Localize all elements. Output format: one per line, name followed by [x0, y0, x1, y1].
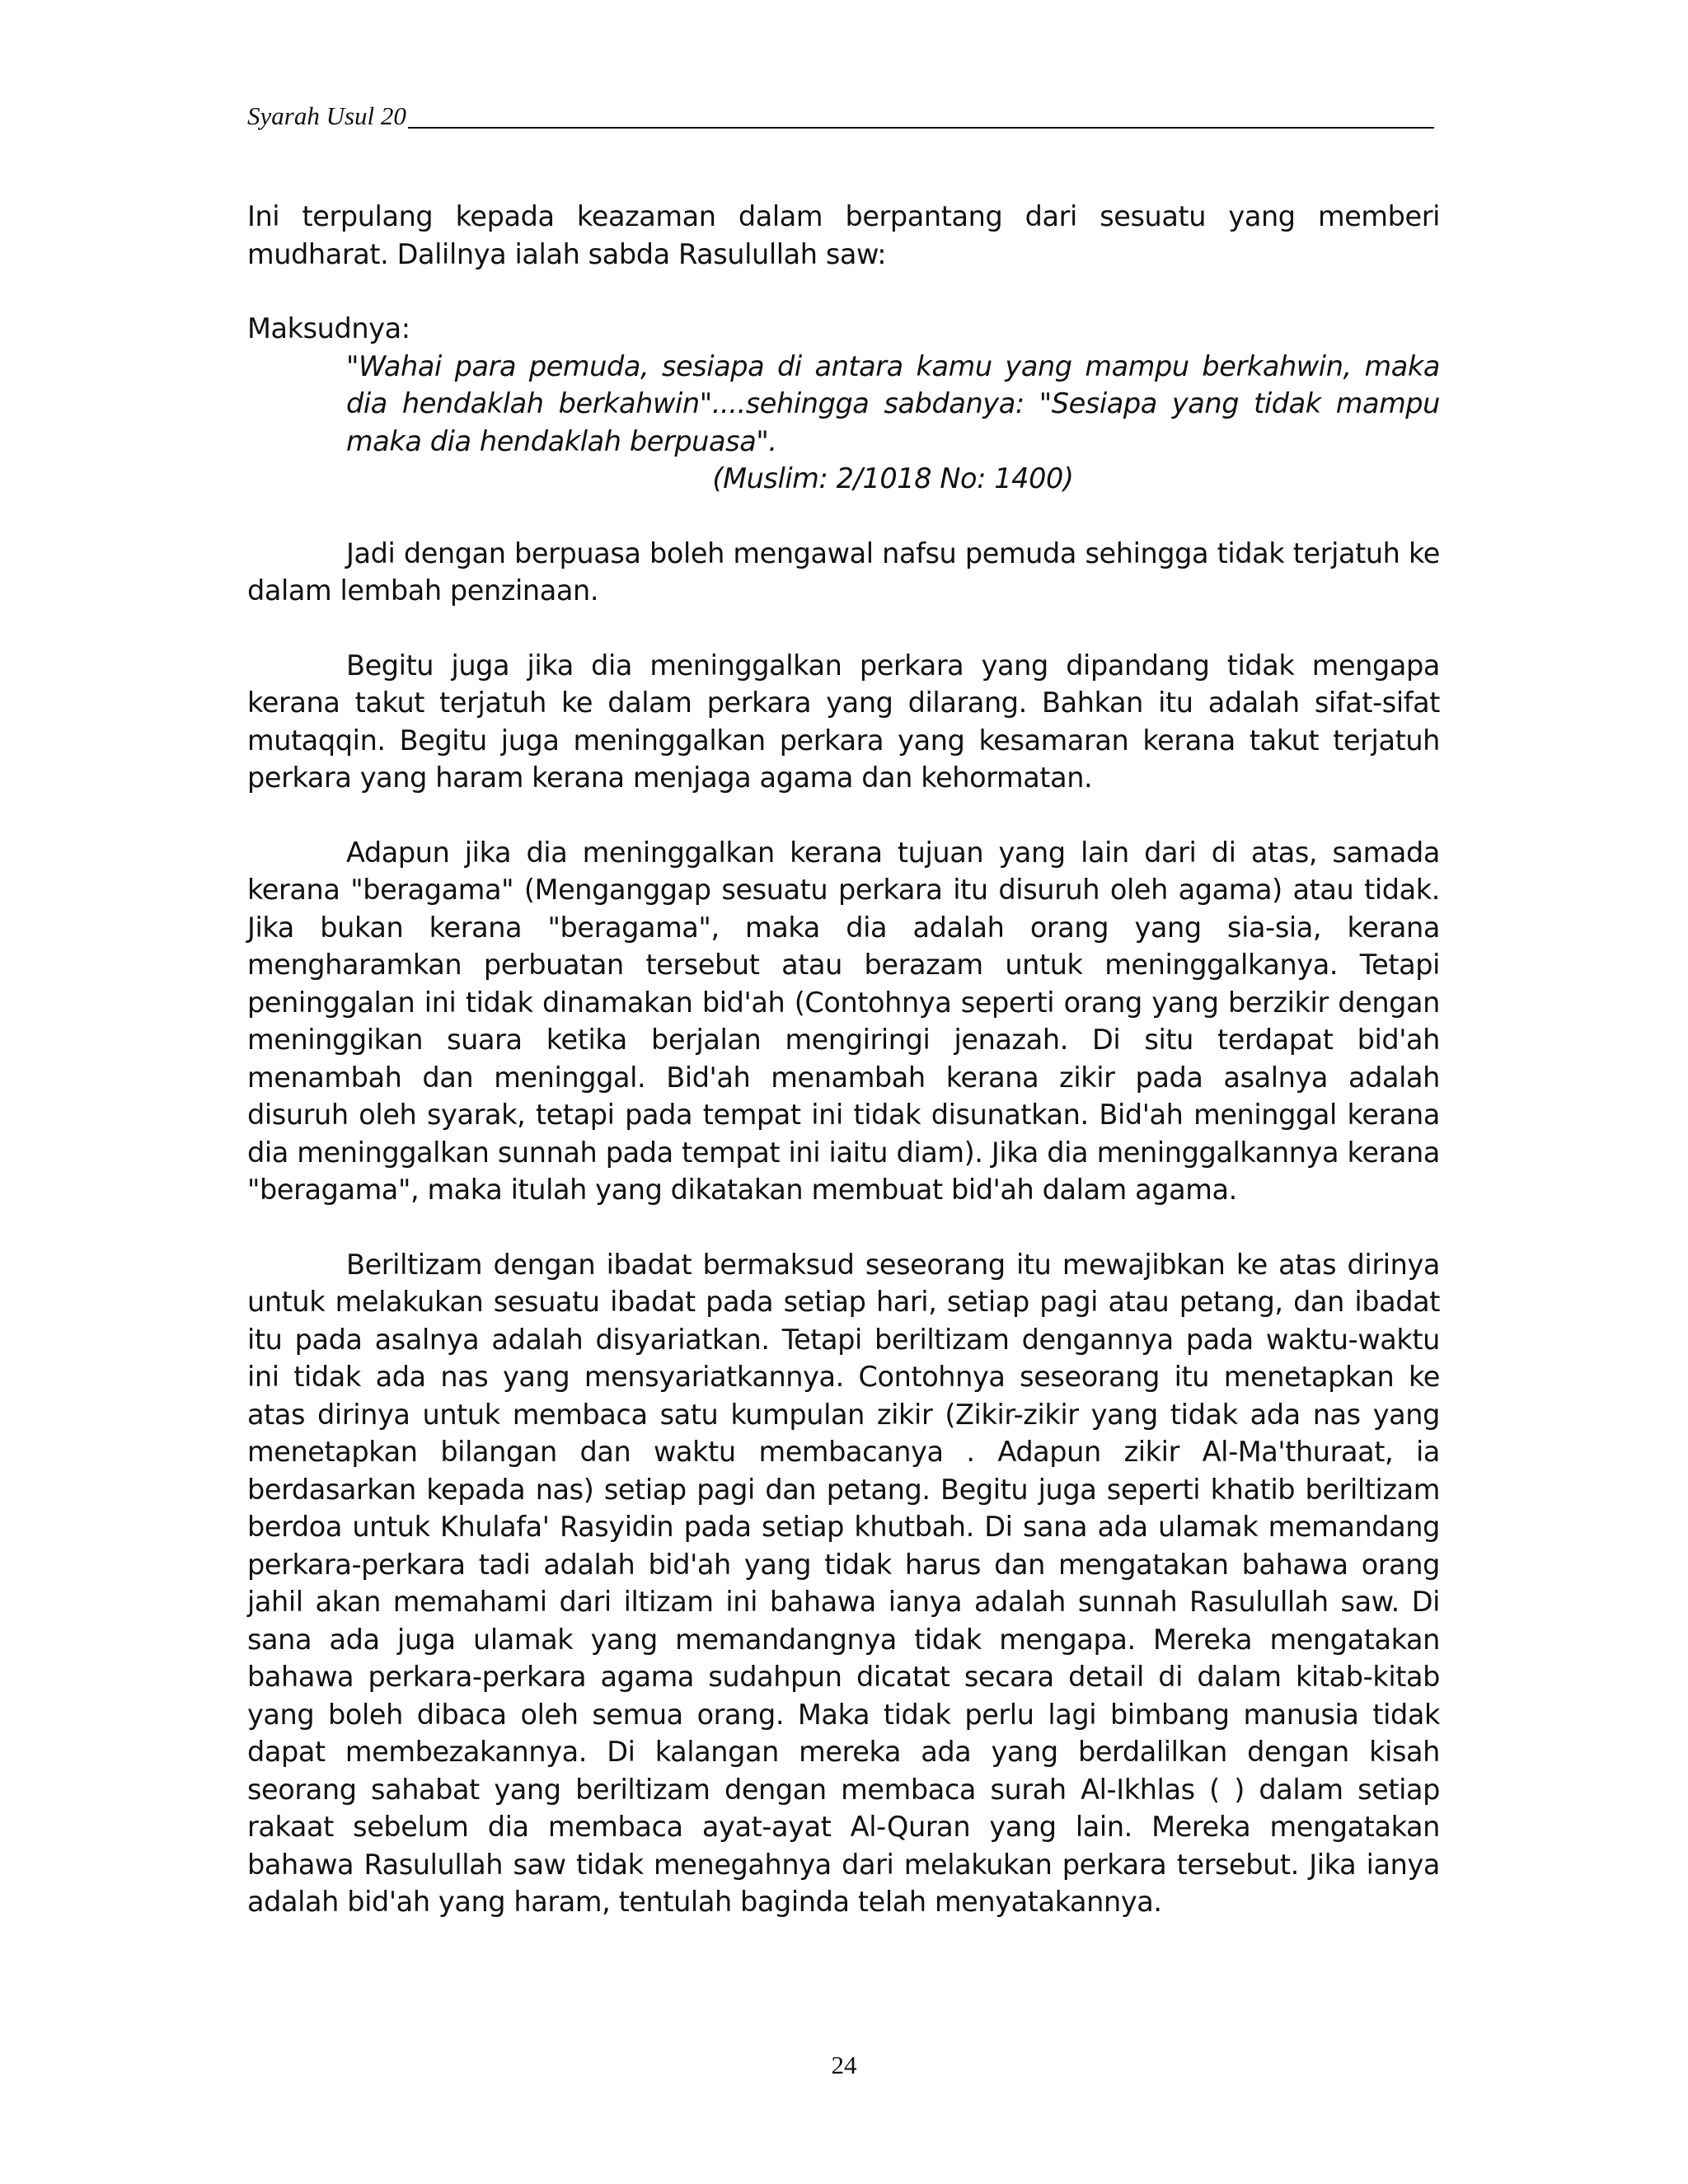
- running-header: [247, 97, 1434, 135]
- spacer: [247, 498, 1440, 535]
- running-title: Syarah Usul 20: [247, 101, 406, 130]
- paragraph-3: Begitu juga jika dia meninggalkan perkara yang dipandang tidak mengapa kerana takut terjatuh ke dalam perkara yang dilarang. Bahkan itu adalah sifat-sifat mutaqqin. Begitu juga meninggalkan perkara yang kesamaran kerana takut terjatuh perkara yang haram kerana menjaga agama dan kehormatan.: [247, 649, 1440, 794]
- spacer: [247, 273, 1440, 310]
- hadith-citation: (Muslim: 2/1018 No: 1400): [712, 462, 1074, 494]
- header-rule: [408, 127, 1434, 129]
- hadith-quote: "Wahai para pemuda, sesiapa di antara kamu yang mampu berkahwin, maka dia hendaklah berkahwin"....sehingga sabdanya: "Sesiapa yang tidak mampu maka dia hendaklah berpuasa".: [346, 349, 1440, 457]
- paragraph-2: Jadi dengan berpuasa boleh mengawal nafsu pemuda sehingga tidak terjatuh ke dalam lembah penzinaan.: [247, 537, 1440, 607]
- body-text: [247, 198, 1440, 1921]
- page-number: 24: [831, 2050, 857, 2079]
- paragraph-4: Adapun jika dia meninggalkan kerana tujuan yang lain dari di atas, samada kerana "beragama" (Menganggap sesuatu perkara itu disuruh oleh agama) atau tidak. Jika bukan kerana "beragama", maka dia adalah orang yang sia-sia, kerana mengharamkan perbuatan tersebut atau berazam untuk meninggalkanya. Tetapi peninggalan ini tidak dinamakan bid'ah (Contohnya seperti orang yang berzikir dengan meninggikan suara ketika berjalan mengiringi jenazah. Di situ terdapat bid'ah menambah dan meninggal. Bid'ah menambah kerana zikir pada asalnya adalah disuruh oleh syarak, tetapi pada tempat ini tidak disunatkan. Bid'ah meninggal kerana dia meninggalkan sunnah pada tempat ini iaitu diam). Jika dia meninggalkannya kerana "beragama", maka itulah yang dikatakan membuat bid'ah dalam agama.: [247, 836, 1440, 1206]
- spacer: [247, 1209, 1440, 1246]
- paragraph-1: Ini terpulang kepada keazaman dalam berpantang dari sesuatu yang memberi mudharat. Dalilnya ialah sabda Rasulullah saw:: [247, 200, 1440, 270]
- spacer: [247, 610, 1440, 647]
- spacer: [247, 797, 1440, 834]
- paragraph-5: Beriltizam dengan ibadat bermaksud seseorang itu mewajibkan ke atas dirinya untuk melakukan sesuatu ibadat pada setiap hari, setiap pagi atau petang, dan ibadat itu pada asalnya adalah disyariatkan. Tetapi beriltizam dengannya pada waktu-waktu ini tidak ada nas yang mensyariatkannya. Contohnya seseorang itu menetapkan ke atas dirinya untuk membaca satu kumpulan zikir (Zikir-zikir yang tidak ada nas yang menetapkan bilangan dan waktu membacanya . Adapun zikir Al-Ma'thuraat, ia berdasarkan kepada nas) setiap pagi dan petang. Begitu juga seperti khatib beriltizam berdoa untuk Khulafa' Rasyidin pada setiap khutbah. Di sana ada ulamak memandang perkara-perkara tadi adalah bid'ah yang tidak harus dan mengatakan bahawa orang jahil akan memahami dari iltizam ini bahawa ianya adalah sunnah Rasulullah saw. Di sana ada juga ulamak yang memandangnya tidak mengapa. Mereka mengatakan bahawa perkara-perkara agama sudahpun dicatat secara detail di dalam kitab-kitab yang boleh dibaca oleh semua orang. Maka tidak perlu lagi bimbang manusia tidak dapat membezakannya. Di kalangan mereka ada yang berdalilkan dengan kisah seorang sahabat yang beriltizam dengan membaca surah Al-Ikhlas ( ) dalam setiap rakaat sebelum dia membaca ayat-ayat Al-Quran yang lain. Mereka mengatakan bahawa Rasulullah saw tidak menegahnya dari melakukan perkara tersebut. Jika ianya adalah bid'ah yang haram, tentulah baginda telah menyatakannya.: [247, 1248, 1440, 1918]
- maksudnya-label: Maksudnya:: [247, 312, 410, 344]
